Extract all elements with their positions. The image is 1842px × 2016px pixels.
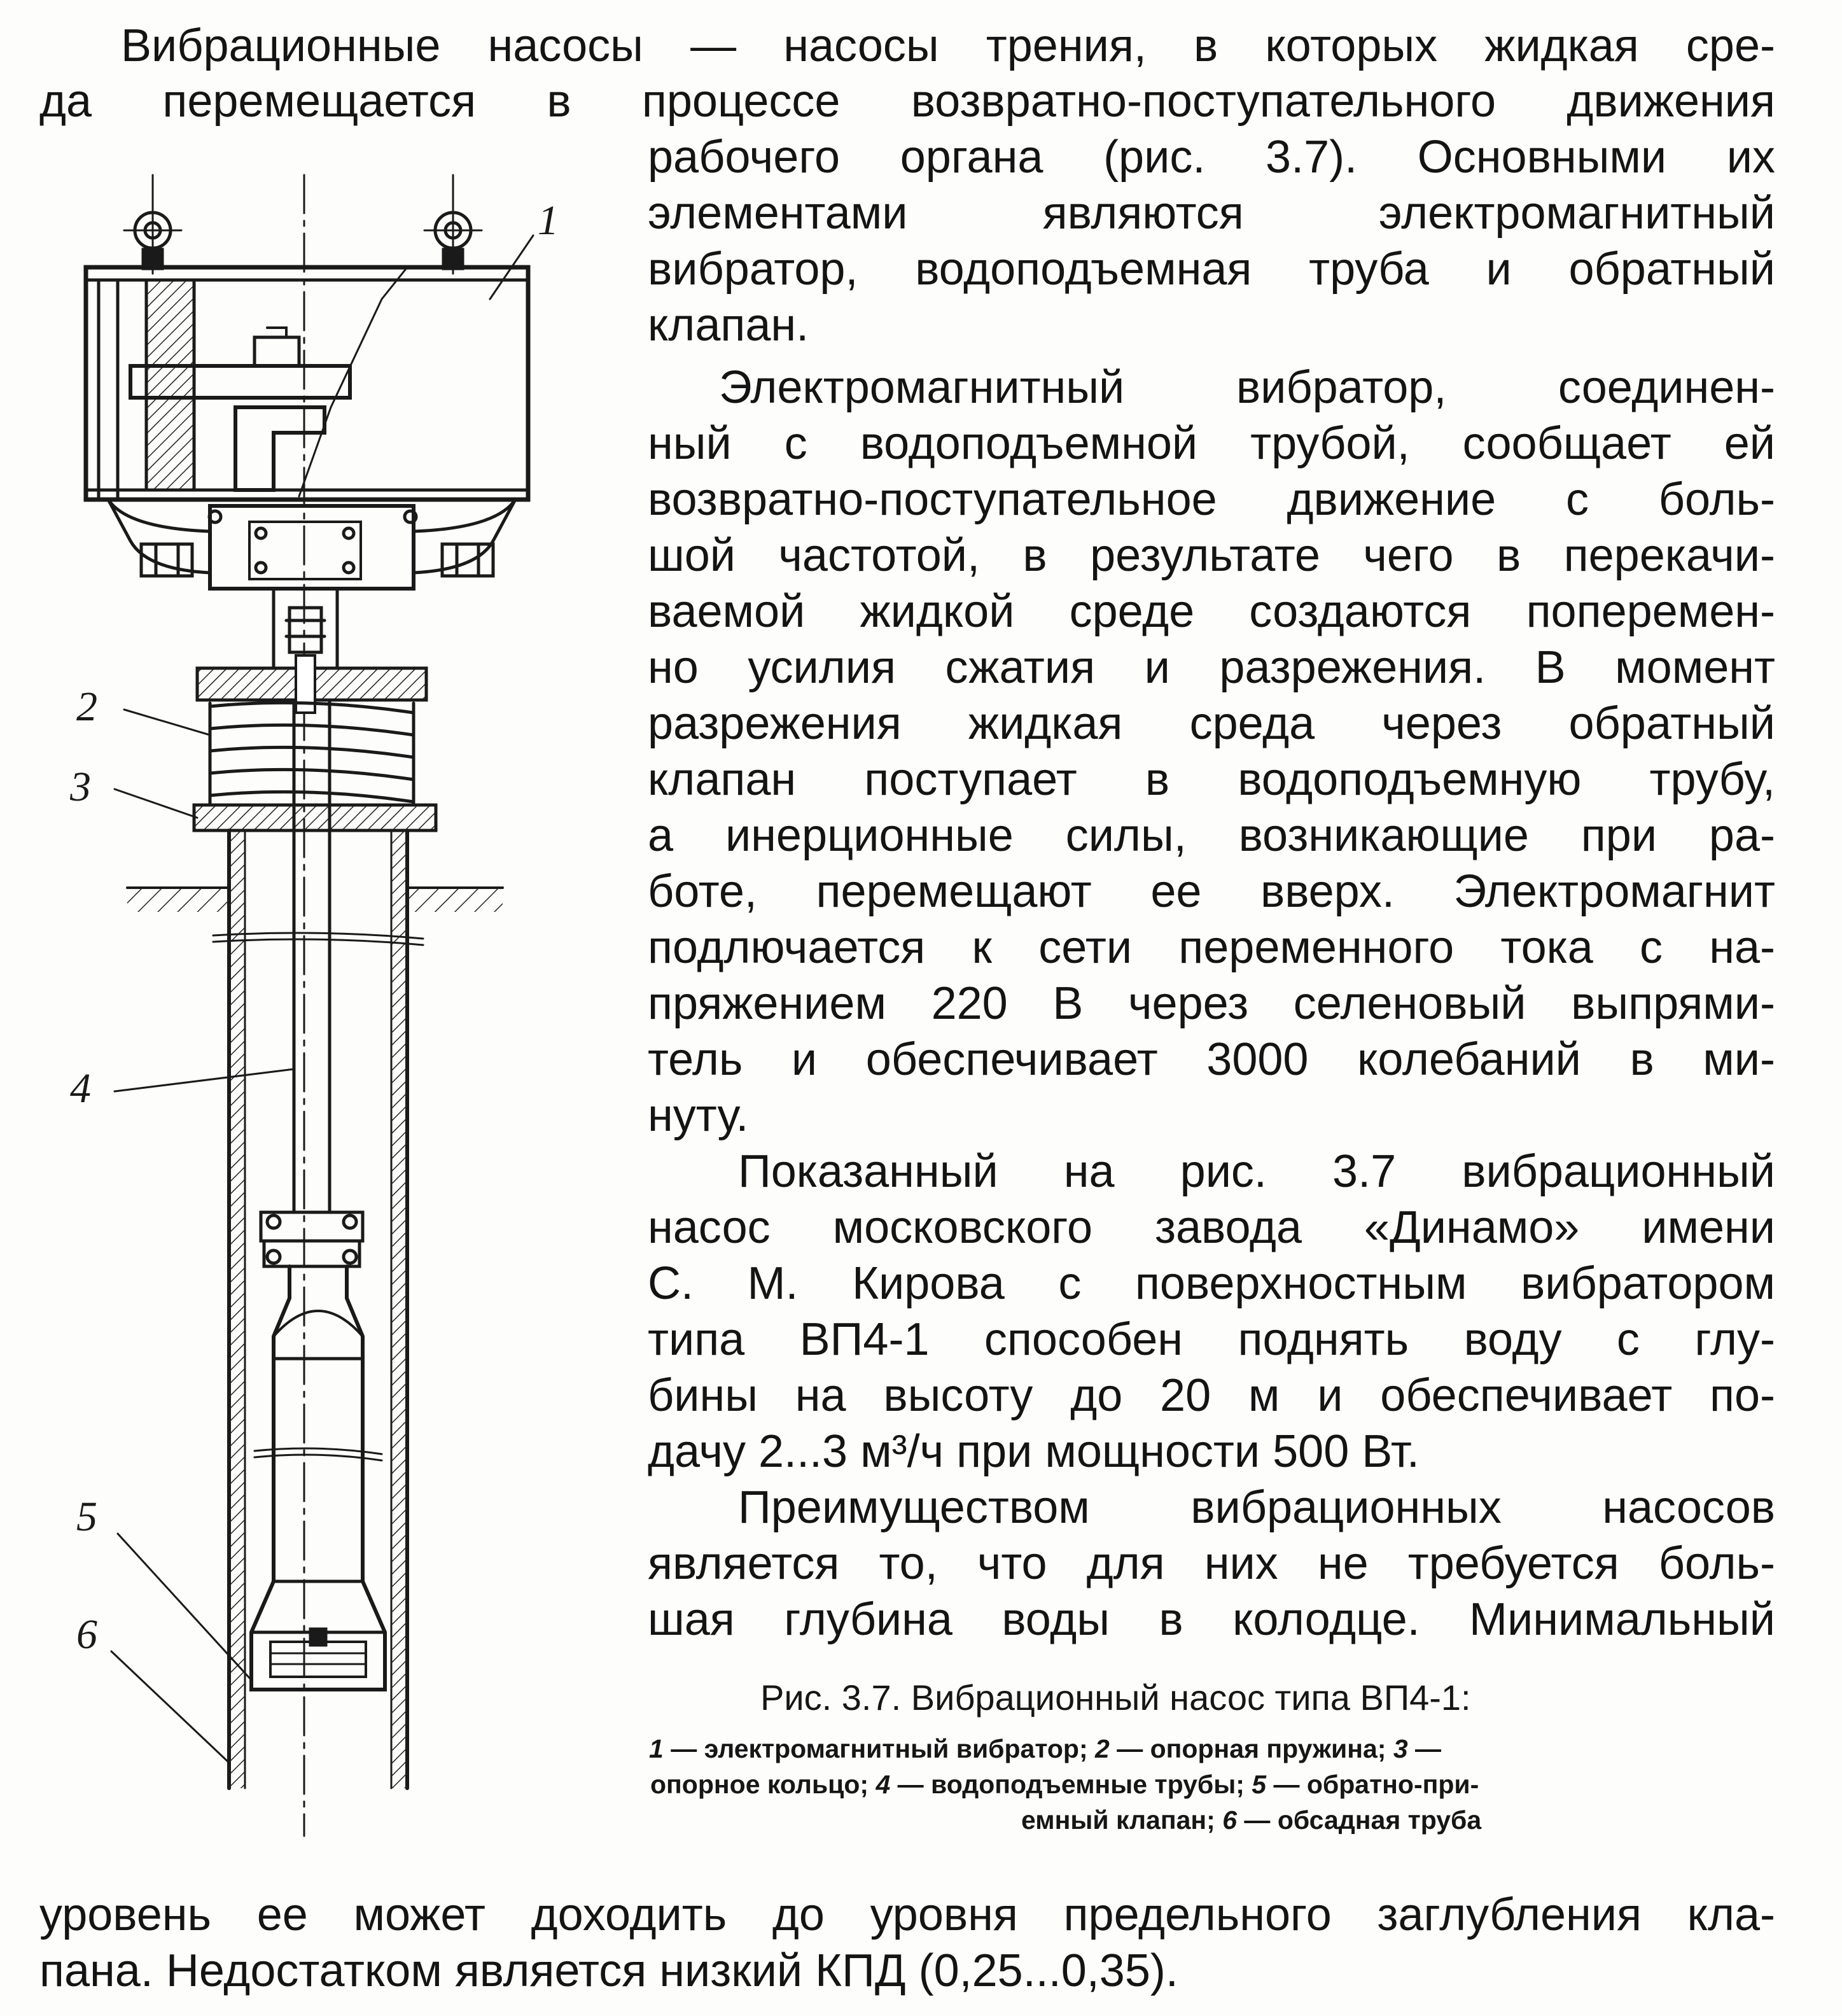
column-line: вибратор, водоподъемная труба и обратный: [648, 244, 1775, 295]
column-line: элементами являются электромагнитный: [648, 188, 1775, 239]
figure-label: 6: [76, 1611, 97, 1658]
column-line: клапан поступает в водоподъемную трубу,: [648, 754, 1775, 805]
column-line: клапан.: [648, 300, 809, 351]
intro-line-2: да перемещается в процессе возвратно-поступательного движения: [39, 76, 1775, 127]
figure-caption-line: [1021, 1802, 1481, 1838]
figure-caption-line: [650, 1767, 1479, 1802]
figure-caption-line: [649, 1731, 1441, 1767]
column-line: но усилия сжатия и разрежения. В момент: [648, 642, 1775, 693]
legend-number: 1: [649, 1734, 664, 1763]
column-line: является то, что для них не требуется боль-: [648, 1538, 1775, 1589]
legend-number: 3: [1393, 1734, 1408, 1763]
support-spring: [210, 703, 414, 805]
column-line: ный с водоподъемной трубой, сообщает ей: [648, 418, 1775, 469]
lifting-eye-left: [124, 175, 181, 274]
column-line: насос московского завода «Динамо» имени: [648, 1202, 1775, 1253]
figure-label: 2: [76, 683, 97, 730]
legend-number: 5: [1252, 1770, 1267, 1799]
column-line: Преимуществом вибрационных насосов: [738, 1482, 1775, 1533]
column-line: пряжением 220 В через селеновый выпрями-: [648, 978, 1775, 1029]
legend-text: — обратно-при-: [1266, 1770, 1479, 1799]
column-line: С. М. Кирова с поверхностным вибратором: [648, 1258, 1775, 1309]
column-line: ваемой жидкой среде создаются поперемен-: [648, 586, 1775, 637]
legend-text: — опорная пружина;: [1109, 1734, 1393, 1763]
column-line: бины на высоту до 20 м и обеспечивает по-: [648, 1370, 1775, 1421]
legend-text: —: [1407, 1734, 1442, 1763]
legend-number: 2: [1095, 1734, 1110, 1763]
intro-line-1: Вибрационные насосы — насосы трения, в которых жидкая сре-: [121, 20, 1775, 71]
column-line: шой частотой, в результате чего в перекачи-: [648, 530, 1775, 581]
vibration-pump-drawing: [60, 162, 595, 1909]
legend-text: — водоподъемные трубы;: [890, 1770, 1252, 1799]
column-line: подлючается к сети переменного тока с на-: [648, 922, 1775, 973]
legend-text: — электромагнитный вибратор;: [663, 1734, 1096, 1763]
column-line: а инерционные силы, возникающие при ра-: [648, 810, 1775, 861]
legend-text: емный клапан;: [1021, 1805, 1223, 1835]
legend-number: 4: [876, 1770, 891, 1799]
figure-label: 4: [70, 1065, 91, 1112]
column-line: рабочего органа (рис. 3.7). Основными их: [648, 132, 1775, 183]
figure-caption-title: Рис. 3.7. Вибрационный насос типа ВП4-1:: [760, 1677, 1471, 1718]
figure-label: 1: [538, 197, 559, 244]
column-line: боте, перемещают ее вверх. Электромагнит: [648, 866, 1775, 917]
legend-number: 6: [1222, 1805, 1238, 1835]
legend-text: опорное кольцо;: [650, 1770, 876, 1799]
column-line: шая глубина воды в колодце. Минимальный: [648, 1594, 1775, 1645]
column-line: разрежения жидкая среда через обратный: [648, 698, 1775, 749]
column-line: тель и обеспечивает 3000 колебаний в ми-: [648, 1034, 1775, 1085]
figure-label: 3: [70, 764, 91, 810]
lifting-eye-right: [424, 175, 482, 274]
column-line: типа ВП4-1 способен поднять воду с глу-: [648, 1314, 1775, 1365]
outro-line-2: пана. Недостатком является низкий КПД (0,25...0,35).: [39, 1945, 1178, 1996]
column-line: возвратно-поступательное движение с боль-: [648, 474, 1775, 525]
column-line: нуту.: [648, 1090, 749, 1141]
column-line: Электромагнитный вибратор, соединен-: [719, 362, 1775, 413]
column-line: Показанный на рис. 3.7 вибрационный: [738, 1146, 1775, 1197]
legend-text: — обсадная труба: [1237, 1805, 1482, 1835]
column-line: дачу 2...3 м³/ч при мощности 500 Вт.: [648, 1426, 1420, 1477]
outro-line-1: уровень ее может доходить до уровня предельного заглубления кла-: [39, 1889, 1775, 1940]
figure-label: 5: [76, 1494, 97, 1540]
